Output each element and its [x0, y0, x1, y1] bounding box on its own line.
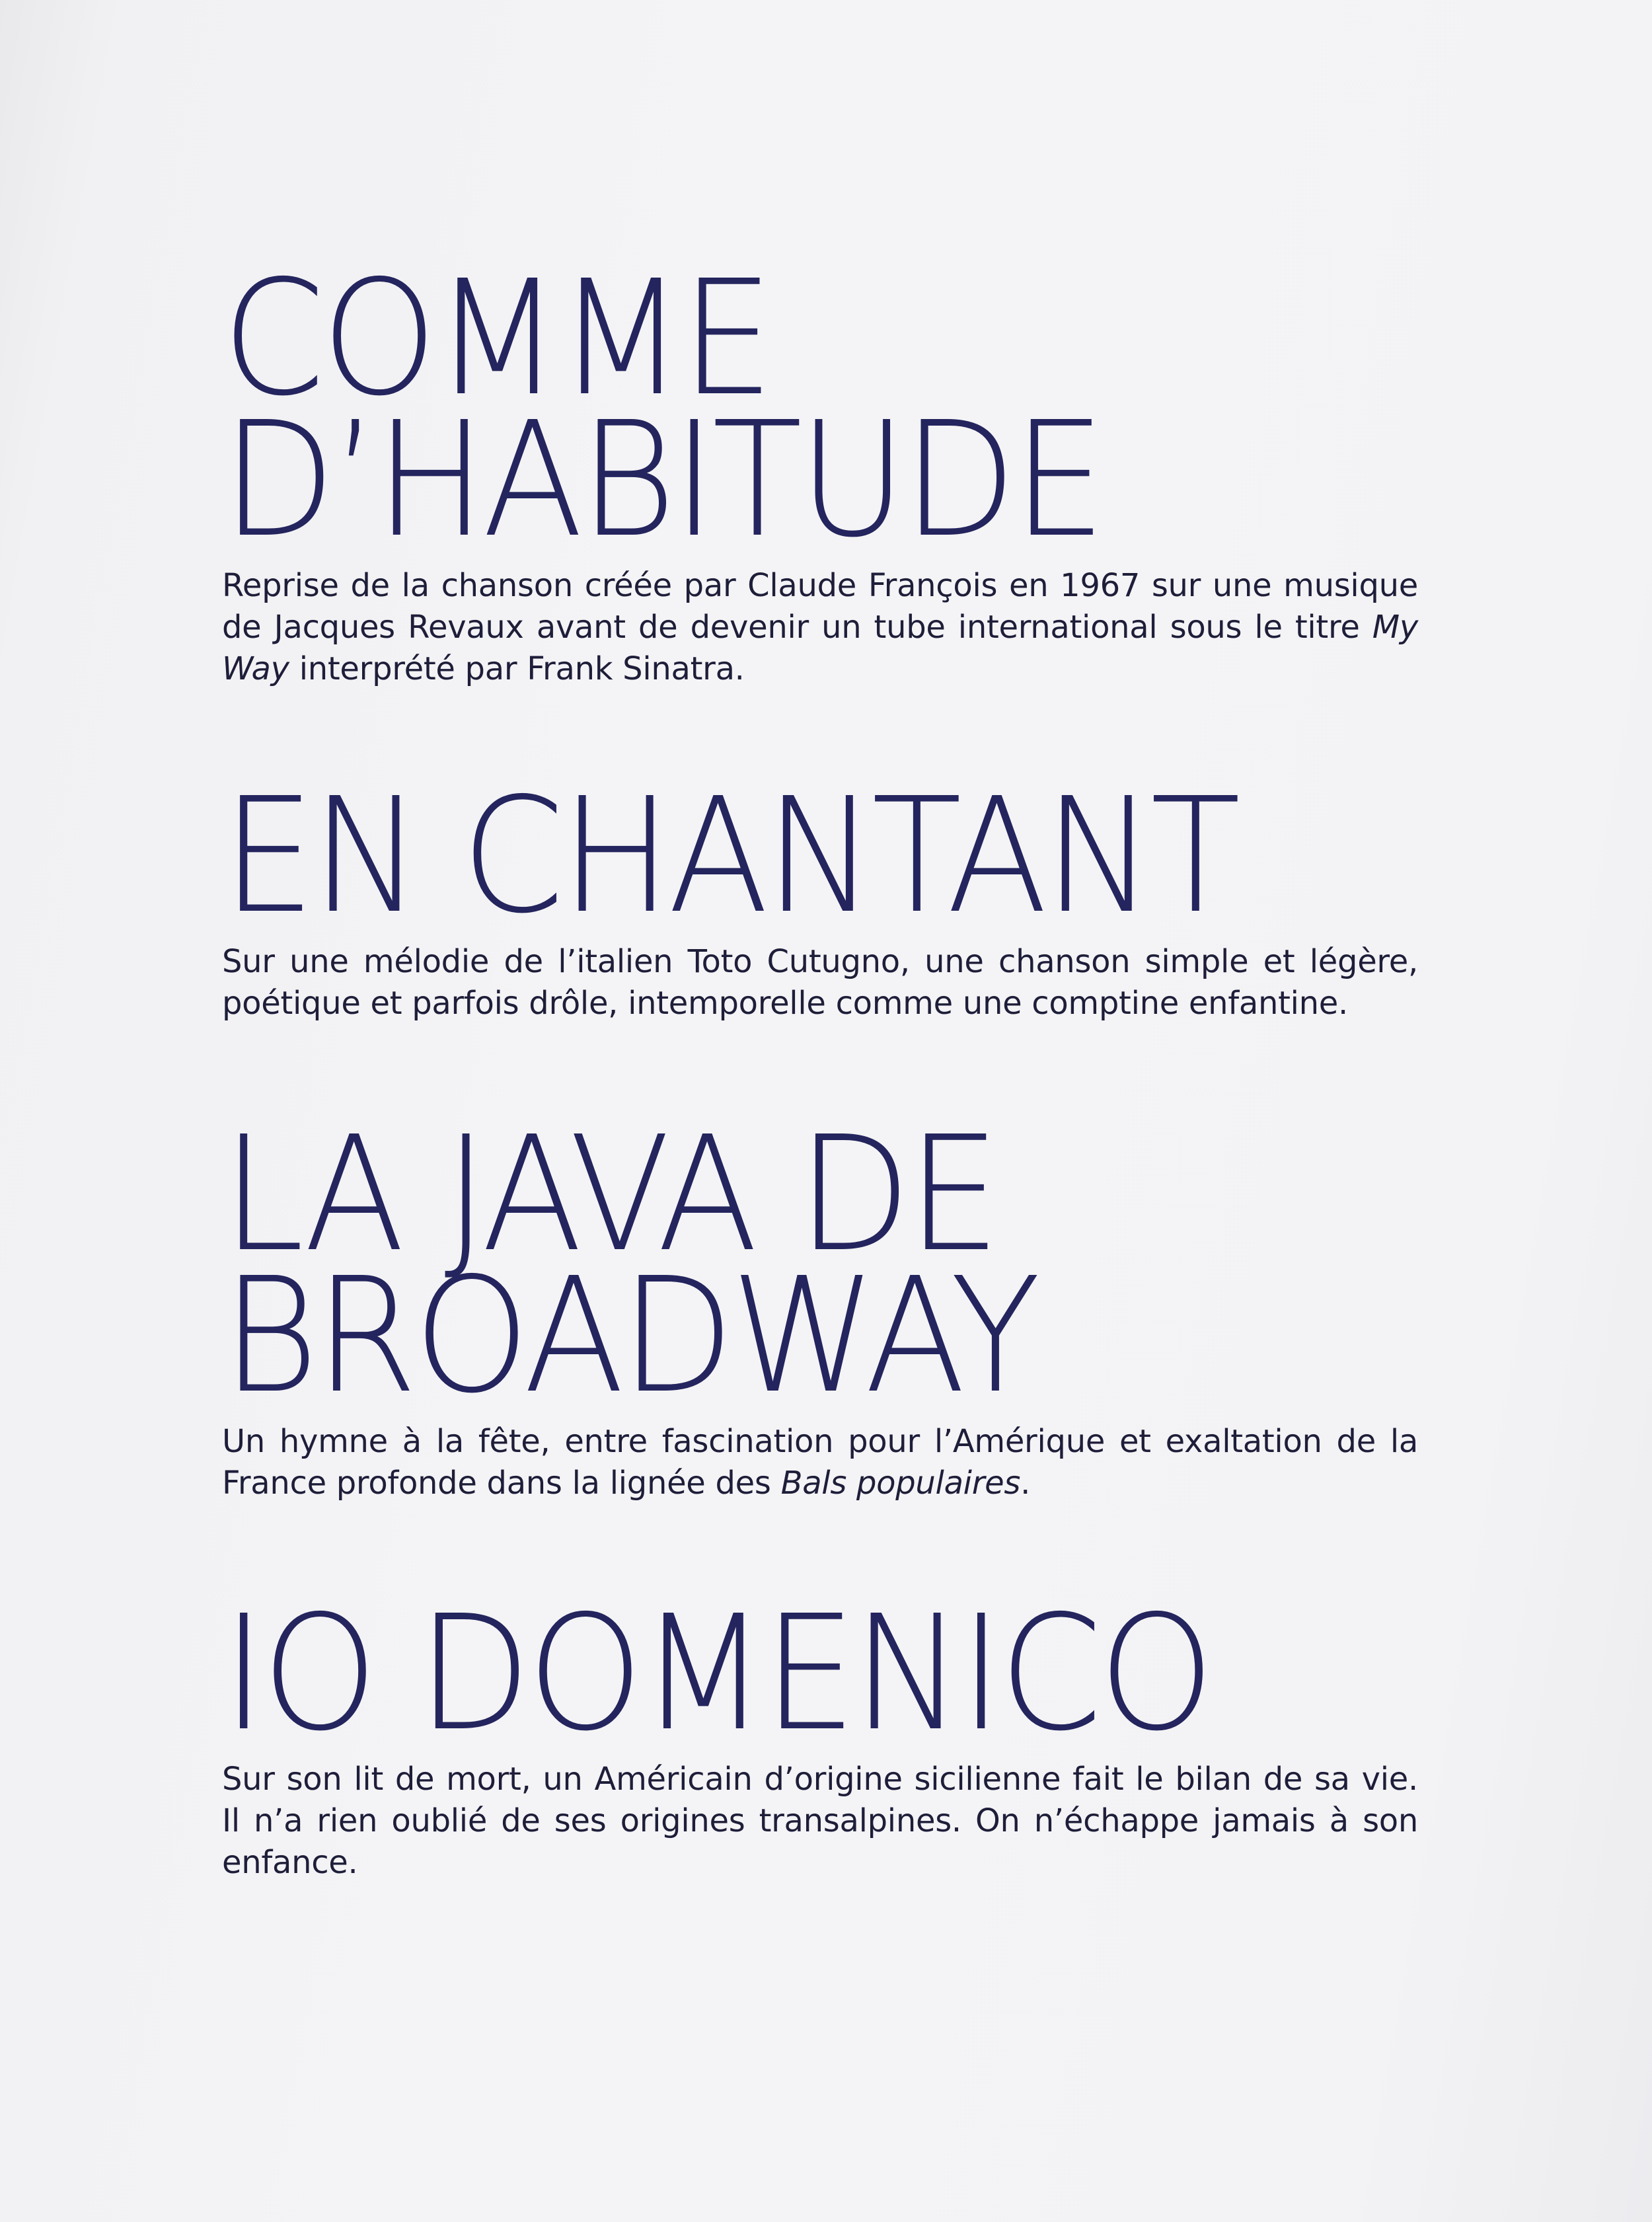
song-description-text-end: interprété par Frank Sinatra.: [289, 650, 745, 687]
song-description-italic: My Way: [222, 609, 1418, 687]
song-description-text: Reprise de la chanson créée par Claude François en 1967 sur une musique de Jacques Revaux avant de devenir un tube international sous le titre: [222, 567, 1418, 646]
song-section-en-chantant: [222, 763, 1425, 1024]
song-title-line: D’HABITUDE: [222, 387, 1103, 572]
song-description-text-end: .: [1020, 1465, 1031, 1502]
song-description-italic: Bals populaires: [780, 1465, 1021, 1502]
song-title: [222, 763, 1341, 948]
song-title-line: IO DOMENICO: [222, 1581, 1211, 1766]
song-title-line: EN CHANTANT: [222, 763, 1237, 948]
song-description: [222, 1421, 1418, 1504]
song-section-io-domenico: [222, 1581, 1425, 1884]
song-section-comme-dhabitude: [222, 246, 1425, 690]
song-section-la-java-de-broadway: [222, 1102, 1425, 1504]
song-title: [222, 246, 1341, 572]
song-description: [222, 565, 1418, 690]
song-description-text: Un hymne à la fête, entre fascination pour l’Amérique et exaltation de la France profonde dans la lignée des: [222, 1423, 1418, 1502]
song-title-line: LA JAVA DE: [222, 1102, 997, 1287]
song-description-text: Sur une mélodie de l’italien Toto Cutugno, une chanson simple et légère, poétique et parfois drôle, intemporelle comme une comptine enfantine.: [222, 943, 1418, 1022]
song-description-text: Sur son lit de mort, un Américain d’origine sicilienne fait le bilan de sa vie. Il n’a rien oublié de ses origines transalpines. On n’échappe jamais à son enfance.: [222, 1761, 1418, 1881]
song-title-line: COMME: [222, 246, 770, 431]
song-title: [222, 1102, 1341, 1428]
song-description: [222, 1759, 1418, 1884]
song-description: [222, 941, 1418, 1024]
song-title: [222, 1581, 1341, 1766]
song-title-line: BROADWAY: [222, 1243, 1037, 1428]
